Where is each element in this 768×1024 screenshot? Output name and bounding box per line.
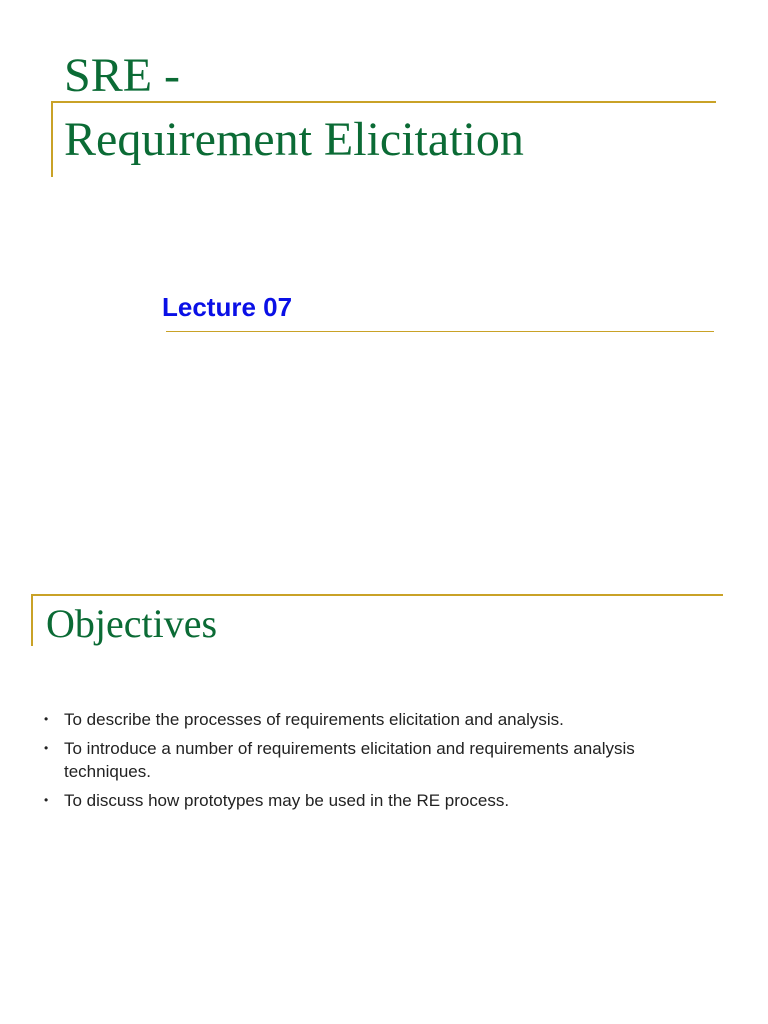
bullet-icon: • — [44, 793, 49, 807]
slide-title-line-2: Requirement Elicitation — [64, 113, 524, 166]
objectives-heading: Objectives — [46, 601, 218, 646]
list-item — [44, 789, 724, 812]
bullet-icon: • — [44, 741, 49, 755]
objectives-side-rule — [31, 594, 33, 646]
objectives-list — [44, 708, 724, 818]
bullet-icon: • — [44, 712, 49, 726]
list-item — [44, 737, 724, 783]
bullet-text: To discuss how prototypes may be used in the RE process. — [64, 791, 510, 810]
bullet-text: To introduce a number of requirements elicitation and requirements analysis techniques. — [64, 739, 635, 781]
lecture-subtitle: Lecture 07 — [162, 292, 293, 322]
title-side-rule — [51, 101, 53, 177]
list-item — [44, 708, 724, 731]
slide-title-line-1: SRE - — [64, 49, 181, 102]
objectives-slide — [0, 580, 768, 1024]
bullet-text: To describe the processes of requirements elicitation and analysis. — [64, 710, 564, 729]
subtitle-divider — [166, 331, 714, 332]
objectives-divider — [32, 594, 723, 596]
